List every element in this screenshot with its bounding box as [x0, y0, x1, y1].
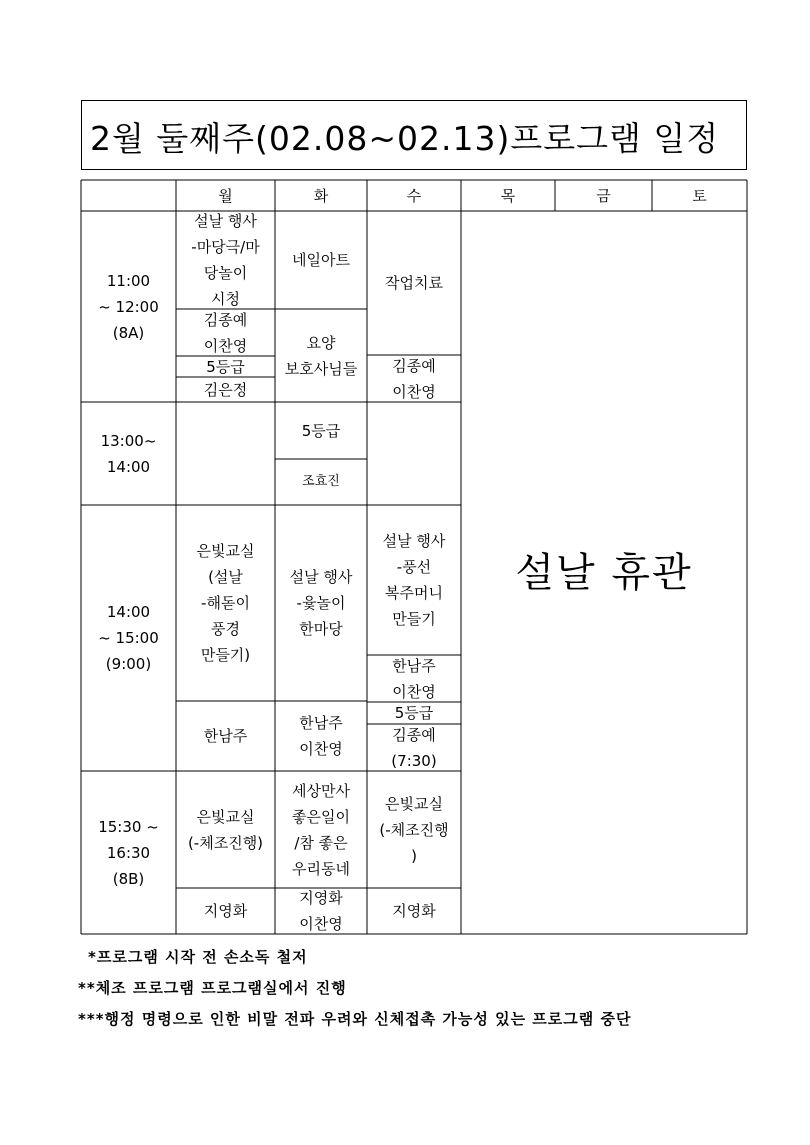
day-header-thu: 목	[500, 186, 516, 205]
staff-cell: 김종예 이찬영	[392, 356, 436, 401]
program-cell: 은빛교실 (설날 -해돋이 풍경 만들기)	[196, 542, 255, 664]
day-header-mon: 월	[218, 186, 233, 205]
day-header-tue: 화	[313, 186, 329, 205]
note-1: *프로그램 시작 전 손소독 철저	[88, 948, 308, 966]
time-slot-2: 13:00~ 14:00	[100, 431, 157, 476]
page-title: 2월 둘째주(02.08~02.13)프로그램 일정	[90, 119, 720, 158]
time-slot-4: 15:30 ~ 16:30 (8B)	[98, 817, 159, 888]
staff-cell: 지영화 이찬영	[299, 889, 343, 933]
staff-cell: 한남주 이찬영	[392, 656, 436, 701]
staff-cell: 지영화	[392, 902, 436, 920]
staff-cell: 김은정	[203, 380, 248, 399]
holiday-label: 설날 휴관	[515, 549, 693, 596]
program-cell: 은빛교실 (-체조진행)	[187, 807, 264, 852]
note-3: ***행정 명령으로 인한 비말 전파 우려와 신체접촉 가능성 있는 프로그램 중단	[78, 1010, 632, 1028]
staff-cell: 요양 보호사님들	[284, 333, 358, 378]
day-header-wed: 수	[406, 186, 422, 205]
time-slot-1: 11:00 ~ 12:00 (8A)	[98, 271, 159, 342]
staff-cell: 김종예 이찬영	[203, 310, 248, 355]
staff-cell: 김종예 (7:30)	[391, 725, 437, 770]
day-header-fri: 금	[596, 186, 611, 205]
program-cell: 네일아트	[292, 251, 350, 269]
day-header-sat: 토	[692, 186, 707, 205]
grade-cell: 5등급	[206, 357, 245, 376]
staff-cell: 한남주	[203, 727, 248, 745]
program-cell: 작업치료	[385, 274, 443, 292]
program-cell: 은빛교실 (-체조진행 )	[379, 794, 449, 865]
staff-cell: 한남주 이찬영	[299, 714, 343, 758]
note-2: **체조 프로그램 프로그램실에서 진행	[78, 979, 347, 997]
staff-cell: 지영화	[203, 902, 248, 920]
staff-cell: 조효진	[302, 474, 340, 489]
grade-cell: 5등급	[301, 421, 341, 440]
program-cell: 설날 행사 -윷놀이 한마당	[289, 568, 353, 638]
program-cell: 설날 행사 -마당극/마 당놀이 시청	[191, 212, 260, 308]
time-slot-3: 14:00 ~ 15:00 (9:00)	[98, 603, 159, 673]
program-cell: 설날 행사 -풍선 복주머니 만들기	[382, 532, 446, 628]
grade-cell: 5등급	[394, 704, 434, 722]
program-cell: 세상만사 좋은일이 /참 좋은 우리동네	[292, 781, 350, 878]
title-box	[81, 100, 747, 170]
